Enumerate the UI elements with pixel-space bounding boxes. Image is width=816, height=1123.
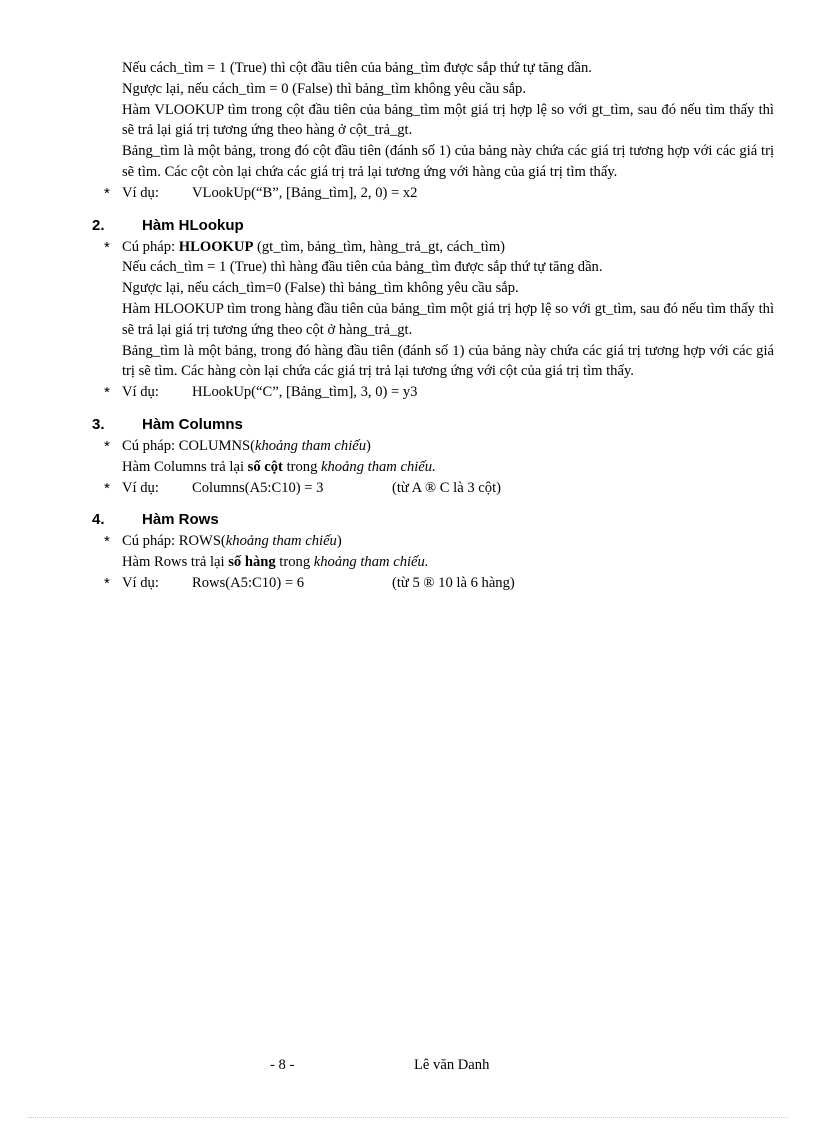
- syntax-label: Cú pháp:: [122, 238, 179, 255]
- author-name: Lê văn Danh: [414, 1057, 490, 1073]
- syntax-function: HLOOKUP: [178, 238, 254, 255]
- desc-text: Hàm Columns trả lại: [122, 458, 248, 475]
- example-value: Columns(A5:C10) = 3: [192, 479, 324, 496]
- example-label: Ví dụ:: [122, 184, 159, 201]
- example-label: Ví dụ:: [122, 574, 159, 591]
- section-number: 4.: [92, 511, 105, 529]
- page-content: [92, 58, 774, 594]
- vlookup-example: [104, 183, 774, 204]
- example-value: HLookUp(“C”, [Bảng_tìm], 3, 0) = y3: [192, 384, 418, 401]
- page-number: - 8 -: [270, 1057, 295, 1073]
- vlookup-sort-true-text: Nếu cách_tìm = 1 (True) thì cột đầu tiên của bảng_tìm được sắp thứ tự tăng dần.: [122, 60, 592, 76]
- syntax-close: ): [366, 437, 371, 454]
- syntax-argument: khoảng tham chiếu: [254, 437, 367, 454]
- section-heading-columns: [92, 414, 774, 435]
- vlookup-sort-false-text: Ngược lại, nếu cách_tìm = 0 (False) thì bảng_tìm không yêu cầu sắp.: [122, 80, 527, 97]
- example-value: Rows(A5:C10) = 6: [192, 574, 305, 591]
- hlookup-description-text: Hàm HLOOKUP tìm trong hàng đầu tiên của bảng_tìm một giá trị hợp lệ so với gt_tìm, sau đó nếu tìm thấy thì sẽ trả lại giá trị tương ứng theo cột ở hàng_trả_gt.: [122, 300, 774, 338]
- syntax-argument: khoảng tham chiếu: [225, 533, 337, 550]
- bullet-star-icon: *: [104, 184, 110, 202]
- vlookup-description-text: Hàm VLOOKUP tìm trong cột đầu tiên của bảng_tìm một giá trị hợp lệ so với gt_tìm, sau đó nếu tìm thấy thì sẽ trả lại giá trị tương ứng theo hàng ở cột_trả_gt.: [122, 101, 774, 139]
- section-number: 2.: [92, 216, 105, 234]
- page-bottom-divider: [28, 1117, 788, 1118]
- desc-bold: số hàng: [228, 554, 276, 571]
- example-label: Ví dụ:: [122, 384, 159, 401]
- syntax-label: Cú pháp:: [122, 533, 179, 550]
- syntax-args: (gt_tìm, bảng_tìm, hàng_trả_gt, cách_tìm): [253, 238, 506, 255]
- section-number: 3.: [92, 415, 105, 433]
- example-label: Ví dụ:: [122, 479, 159, 496]
- syntax-label: Cú pháp:: [122, 437, 179, 454]
- bullet-star-icon: *: [104, 533, 110, 551]
- rows-example: [104, 573, 774, 594]
- desc-text: trong: [282, 458, 322, 475]
- bullet-star-icon: *: [104, 384, 110, 402]
- section-title: Hàm Rows: [142, 511, 219, 529]
- hlookup-sort-true-text: Nếu cách_tìm = 1 (True) thì hàng đầu tiên của bảng_tìm được sắp thứ tự tăng dần.: [122, 259, 603, 276]
- desc-italic: khoảng tham chiếu.: [313, 554, 429, 571]
- syntax-function: ROWS(: [178, 533, 226, 550]
- syntax-function: COLUMNS(: [178, 437, 255, 454]
- hlookup-table-description-text: Bảng_tìm là một bảng, trong đó hàng đầu tiên (đánh số 1) của bảng này chứa các giá trị tương hợp với các giá trị sẽ tìm. Các hàng còn lại chứa các giá trị trả lại tương ứng với cột của giá trị tìm thấy.: [122, 342, 774, 380]
- desc-bold: số cột: [247, 458, 283, 475]
- bullet-star-icon: *: [104, 238, 110, 256]
- rows-syntax: [104, 531, 774, 552]
- hlookup-example: [104, 382, 774, 403]
- vlookup-table-description-text: Bảng_tìm là một bảng, trong đó cột đầu tiên (đánh số 1) của bảng này chứa các giá trị tương hợp với các giá trị sẽ tìm. Các cột còn lại chứa các giá trị trả lại tương ứng với hàng của giá trị tìm thấy.: [122, 143, 774, 180]
- desc-text: Hàm Rows trả lại: [122, 554, 229, 571]
- hlookup-sort-false-text: Ngược lại, nếu cách_tìm=0 (False) thì bảng_tìm không yêu cầu sắp.: [122, 280, 519, 297]
- bullet-star-icon: *: [104, 479, 110, 497]
- section-heading-rows: [92, 509, 774, 530]
- columns-syntax: [104, 436, 774, 457]
- section-title: Hàm HLookup: [142, 216, 244, 234]
- desc-text: trong: [275, 554, 314, 571]
- example-note: (từ 5 ® 10 là 6 hàng): [392, 574, 515, 591]
- example-note: (từ A ® C là 3 cột): [392, 479, 501, 496]
- section-heading-hlookup: [92, 215, 774, 236]
- bullet-star-icon: *: [104, 574, 110, 592]
- syntax-close: ): [336, 533, 342, 550]
- rows-description: [122, 552, 774, 573]
- desc-italic: khoảng tham chiếu.: [321, 458, 436, 475]
- bullet-star-icon: *: [104, 437, 110, 455]
- hlookup-syntax: [104, 237, 774, 258]
- section-title: Hàm Columns: [142, 415, 243, 433]
- example-value: VLookUp(“B”, [Bảng_tìm], 2, 0) = x2: [192, 184, 418, 201]
- columns-example: [104, 478, 774, 499]
- page-footer: [0, 1057, 816, 1077]
- columns-description: [122, 457, 774, 478]
